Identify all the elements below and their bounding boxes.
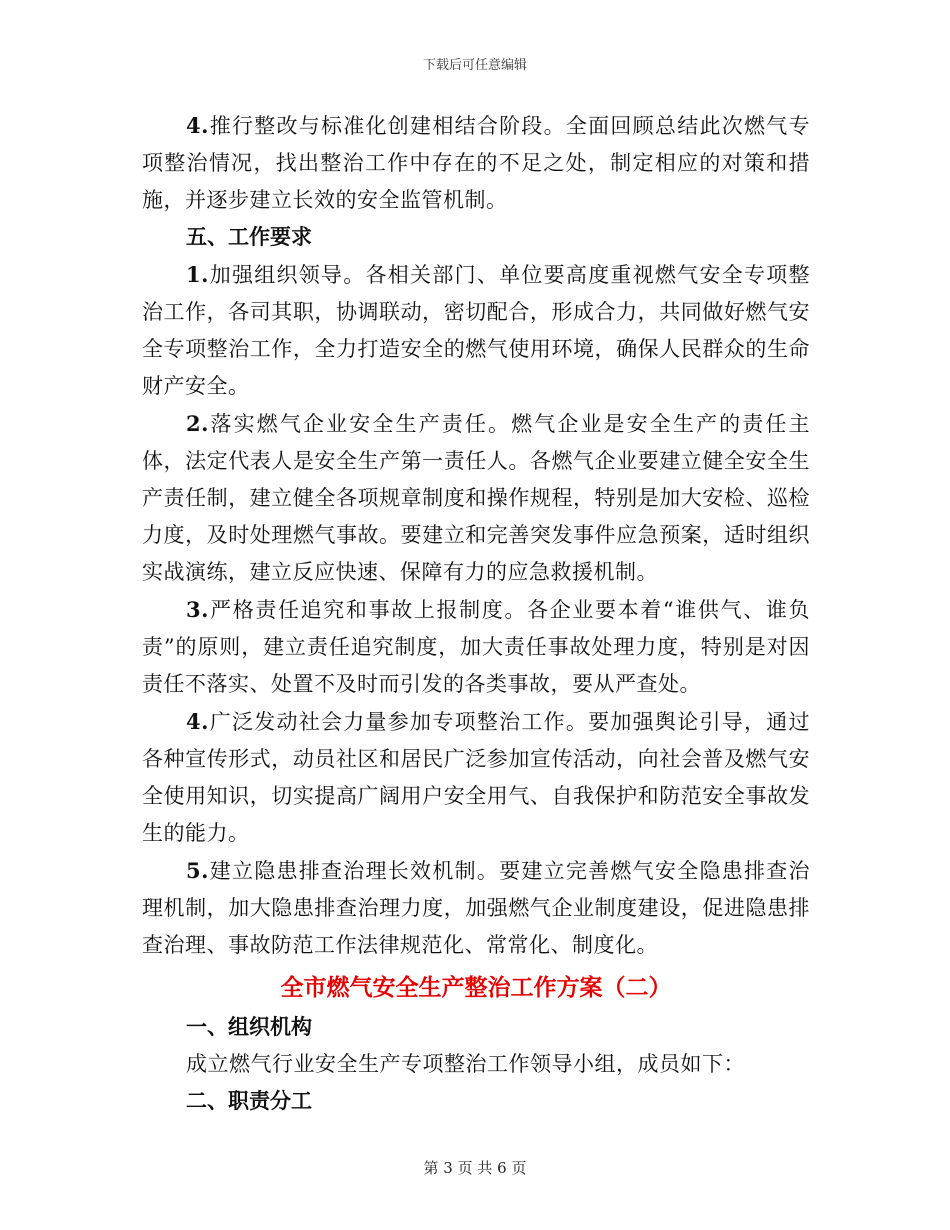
document-body: [142, 107, 810, 1120]
item-number: 2.: [186, 411, 209, 436]
item-text: 落实燃气企业安全生产责任。燃气企业是安全生产的责任主体，法定代表人是安全生产第一责任人。各燃气企业要建立健全安全生产责任制，建立健全各项规章制度和操作规程，特别是加大安检、巡检力度，及时处理燃气事故。要建立和完善突发事件应急预案，适时组织实战演练，建立反应快速、保障有力的应急救援机制。: [142, 412, 810, 584]
paragraph-organization: 成立燃气行业安全生产专项整治工作领导小组，成员如下：: [186, 1052, 745, 1076]
item-number: 4.: [186, 709, 209, 734]
item-text: 建立隐患排查治理长效机制。要建立完善燃气安全隐患排查治理机制，加大隐患排查治理力度，加强燃气企业制度建设，促进隐患排查治理、事故防范工作法律规范化、常常化、制度化。: [142, 859, 810, 957]
requirement-item-4: [142, 703, 810, 852]
requirement-item-3: [142, 591, 810, 703]
section-heading-organization: 一、组织机构: [186, 1015, 312, 1039]
page-number-footer: 第 3 页 共 6 页: [423, 1159, 527, 1177]
item-number: 5.: [186, 858, 209, 883]
requirement-item-1: [142, 256, 810, 405]
requirement-item-5: [142, 852, 810, 964]
item-text: 推行整改与标准化创建相结合阶段。全面回顾总结此次燃气专项整治情况，找出整治工作中存在的不足之处，制定相应的对策和措施，并逐步建立长效的安全监管机制。: [142, 114, 810, 212]
page-header-note: 下载后可任意编辑: [422, 58, 527, 73]
item-number: 1.: [186, 262, 209, 287]
item-text: 广泛发动社会力量参加专项整治工作。要加强舆论引导，通过各种宣传形式，动员社区和居民广泛参加宣传活动，向社会普及燃气安全使用知识，切实提高广阔用户安全用气、自我保护和防范安全事故发生的能力。: [142, 710, 810, 845]
paragraph-phase-4: [142, 107, 810, 219]
item-text: 加强组织领导。各相关部门、单位要高度重视燃气安全专项整治工作，各司其职，协调联动，密切配合，形成合力，共同做好燃气安全专项整治工作，全力打造安全的燃气使用环境，确保人民群众的生命财产安全。: [142, 263, 810, 398]
item-number: 3.: [186, 597, 209, 622]
document-title: 全市燃气安全生产整治工作方案（二）: [280, 975, 672, 1001]
section-heading-responsibilities: 二、职责分工: [186, 1089, 312, 1113]
requirement-item-2: [142, 405, 810, 591]
item-text: 严格责任追究和事故上报制度。各企业要本着“谁供气、谁负责”的原则，建立责任追究制度，加大责任事故处理力度，特别是对因责任不落实、处置不及时而引发的各类事故，要从严查处。: [142, 598, 810, 696]
item-number: 4.: [186, 113, 209, 138]
section-heading-work-requirements: 五、工作要求: [186, 225, 312, 249]
